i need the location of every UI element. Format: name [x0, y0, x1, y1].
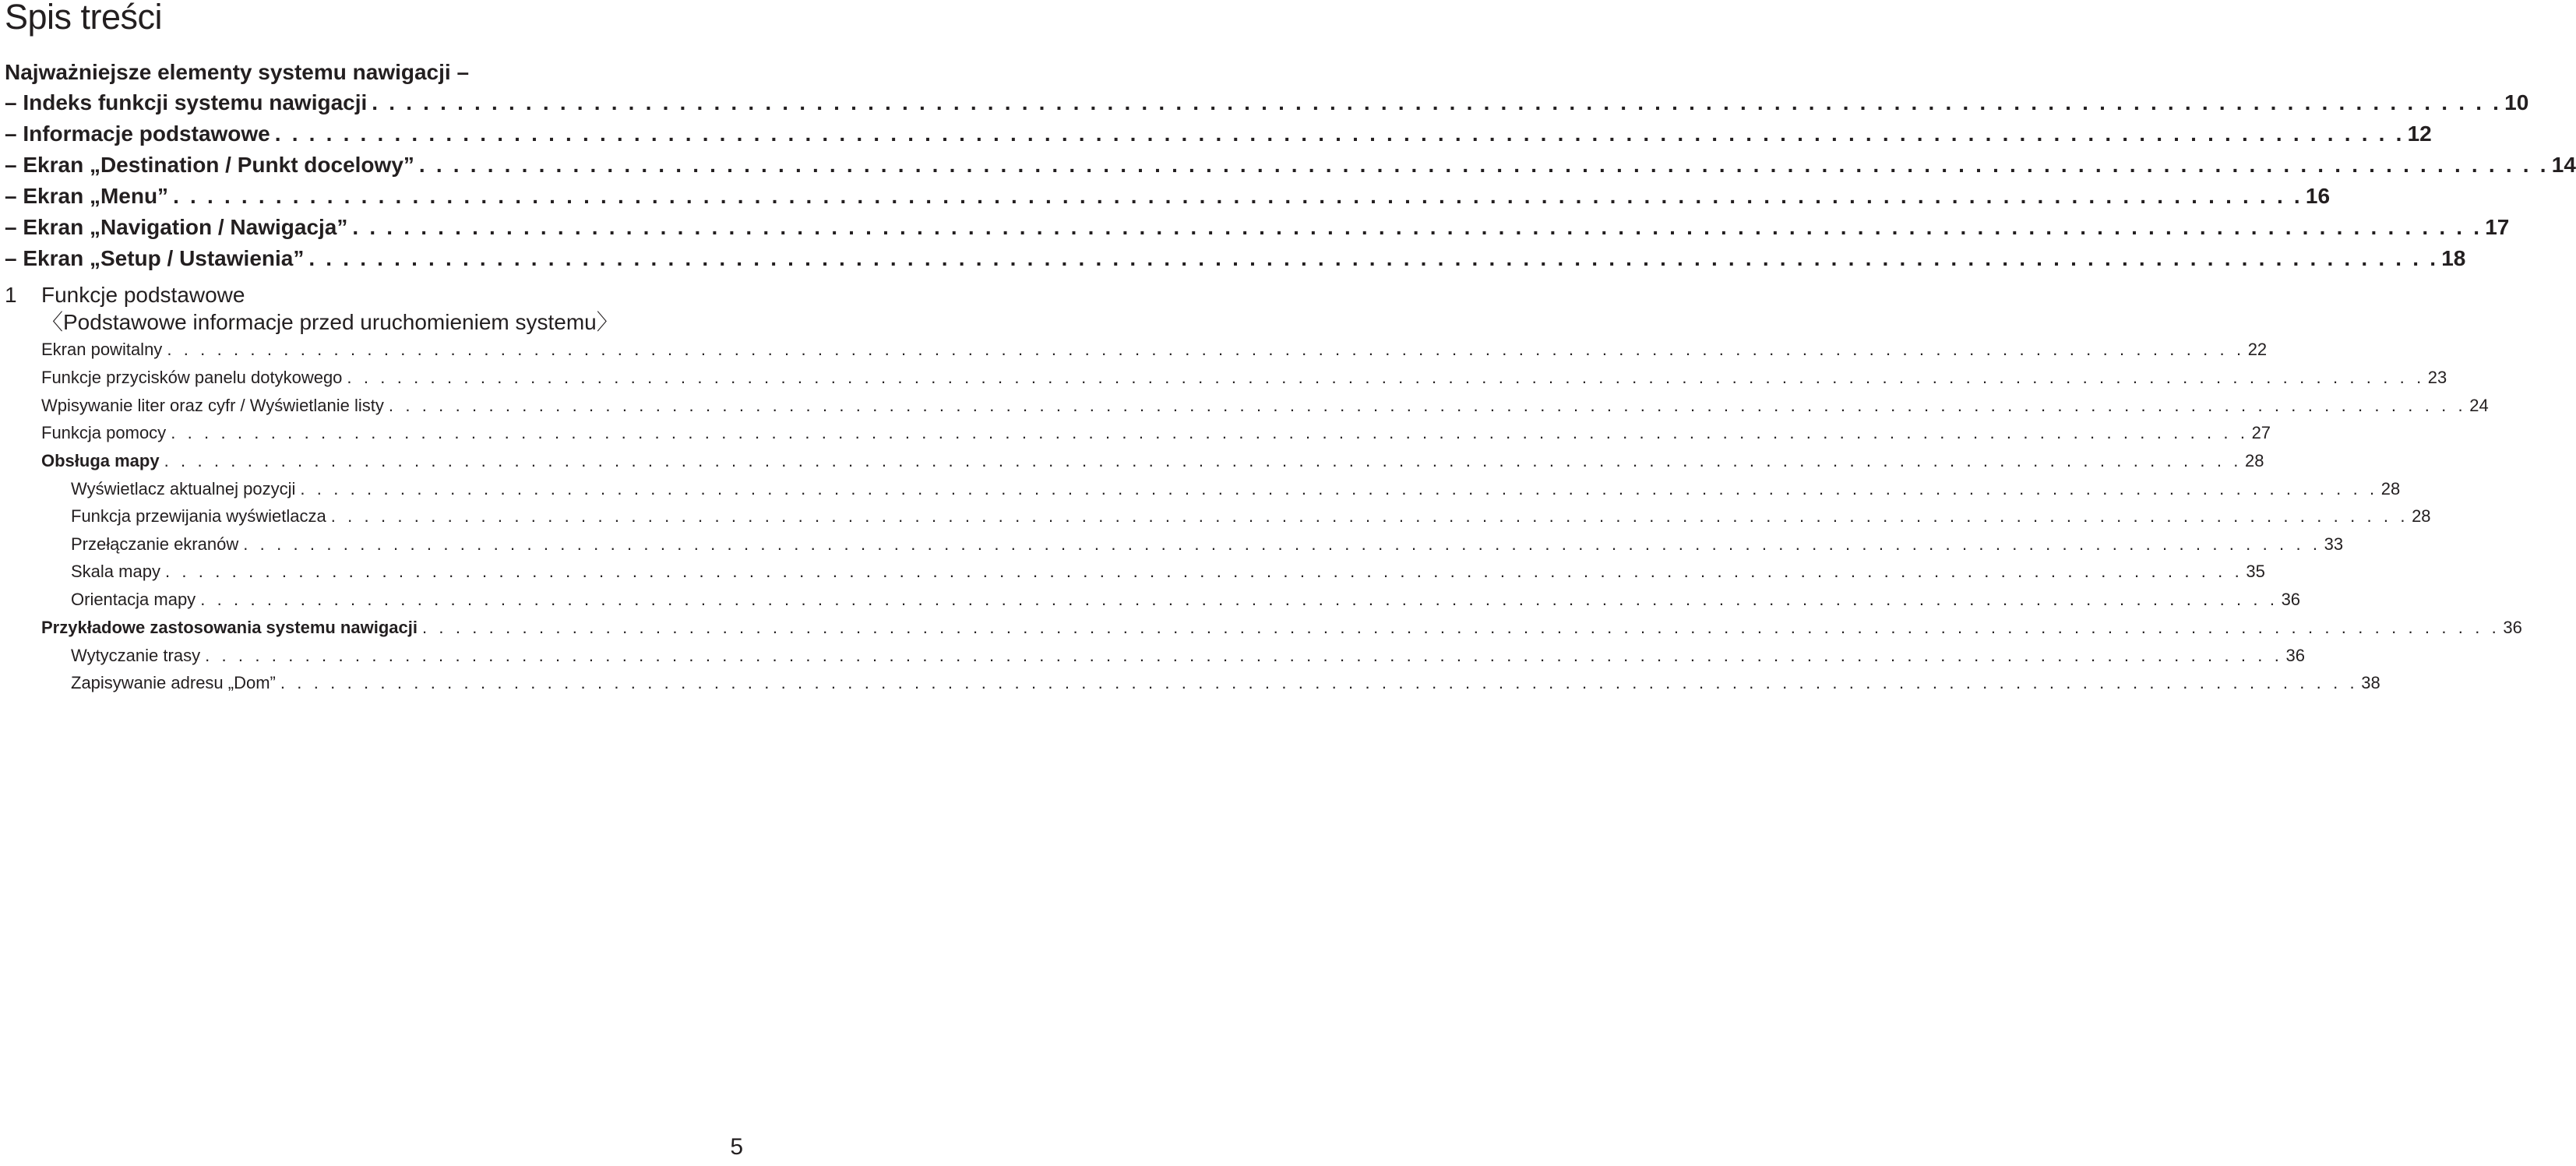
toc-entry-label: Skala mapy — [71, 562, 160, 581]
toc-entry-page: 36 — [2285, 646, 2305, 665]
toc-entry-page: 14 — [2551, 153, 2576, 177]
dot-leader: . . . . . . . . . . . . . . . . . . . . . . . . . . . . . . . . . . . . . . . . . . . . . . . . . . . . . . . . . . . . . . . . . . . . . . . . . . . . . . . . . . . . . . . . . . . . . . . . . . . . . . . . . . . . . . . . . . . . . . . . . . . . . — [173, 184, 2303, 208]
dot-leader: . . . . . . . . . . . . . . . . . . . . . . . . . . . . . . . . . . . . . . . . . . . . . . . . . . . . . . . . . . . . . . . . . . . . . . . . . . . . . . . . . . . . . . . . . . . . . . . . . . . . . . . . . . . . . . . . . . . . . . . . . . . . . — [372, 90, 2502, 114]
toc-entry-page: 22 — [2247, 340, 2268, 359]
toc-entry-page: 24 — [2469, 396, 2489, 415]
toc-entry-page: 17 — [2485, 215, 2510, 239]
toc-entry-page: 33 — [2324, 534, 2344, 554]
toc-entry-label: Ekran powitalny — [41, 340, 163, 359]
toc-entry-label: Funkcja pomocy — [41, 423, 167, 442]
toc-section[interactable] — [41, 449, 2264, 474]
toc-entry-page: 28 — [2380, 479, 2401, 498]
chapter-title-text: Funkcje podstawowe — [41, 283, 245, 307]
toc-entry-page: 23 — [2427, 368, 2447, 387]
toc-subentry[interactable] — [71, 588, 2301, 613]
toc-entry-label: – Ekran „Menu” — [5, 184, 169, 208]
dot-leader: . . . . . . . . . . . . . . . . . . . . . . . . . . . . . . . . . . . . . . . . . . . . . . . . . . . . . . . . . . . . . . . . . . . . . . . . . . . . . . . . . . . . . . . . . . . . . . . . . . . . . . . . . . . . . . . . . . . . . . . . . . . . . — [352, 215, 2483, 239]
toc-entry[interactable] — [41, 421, 2271, 446]
dot-leader: . . . . . . . . . . . . . . . . . . . . . . . . . . . . . . . . . . . . . . . . . . . . . . . . . . . . . . . . . . . . . . . . . . . . . . . . . . . . . . . . . . . . . . . . . . . . . . . . . . . . . . . . . . . . . . . . . . . . . . . . . . . . . — [418, 153, 2549, 177]
toc-entry-label: Orientacja mapy — [71, 590, 196, 609]
toc-subentry[interactable] — [71, 560, 2265, 585]
toc-entry-label: Wyświetlacz aktualnej pozycji — [71, 479, 296, 498]
toc-section-label: Przykładowe zastosowania systemu nawigacji — [41, 618, 418, 637]
toc-entry-page: 28 — [2412, 506, 2431, 526]
page-title: Spis treści — [5, 0, 163, 37]
toc-entry-label: – Indeks funkcji systemu nawigacji — [5, 90, 368, 114]
page-number: 5 — [730, 1134, 743, 1160]
toc-entry-label: – Ekran „Navigation / Nawigacja” — [5, 215, 348, 239]
dot-leader: . . . . . . . . . . . . . . . . . . . . . . . . . . . . . . . . . . . . . . . . . . . . . . . . . . . . . . . . . . . . . . . . . . . . . . . . . . . . . . . . . . . . . . . . . . . . . . . . . . . . . . . . . . . . . . . . . . . . . . . . . . . . . — [308, 246, 2439, 270]
toc-entry-label: Funkcja przewijania wyświetlacza — [71, 506, 326, 526]
toc-entry[interactable] — [5, 181, 2331, 213]
toc-entry-page: 12 — [2407, 122, 2432, 146]
dot-leader: . . . . . . . . . . . . . . . . . . . . . . . . . . . . . . . . . . . . . . . . . . . . . . . . . . . . . . . . . . . . . . . . . . . . . . . . . . . . . . . . . . . . . . . . . . . . . . . . . . . . . . . . . . . . . . . . . . . . . . . . . . . . . — [200, 590, 2278, 609]
toc-subentry[interactable] — [71, 477, 2401, 502]
toc-subentry[interactable] — [71, 505, 2431, 530]
dot-leader: . . . . . . . . . . . . . . . . . . . . . . . . . . . . . . . . . . . . . . . . . . . . . . . . . . . . . . . . . . . . . . . . . . . . . . . . . . . . . . . . . . . . . . . . . . . . . . . . . . . . . . . . . . . . . . . . . . . . . . . . . . . . . — [280, 673, 2359, 692]
dot-leader: . . . . . . . . . . . . . . . . . . . . . . . . . . . . . . . . . . . . . . . . . . . . . . . . . . . . . . . . . . . . . . . . . . . . . . . . . . . . . . . . . . . . . . . . . . . . . . . . . . . . . . . . . . . . . . . . . . . . . . . . . . . . . — [167, 340, 2245, 359]
highlights-heading: Najważniejsze elementy systemu nawigacji – — [5, 60, 470, 84]
dot-leader: . . . . . . . . . . . . . . . . . . . . . . . . . . . . . . . . . . . . . . . . . . . . . . . . . . . . . . . . . . . . . . . . . . . . . . . . . . . . . . . . . . . . . . . . . . . . . . . . . . . . . . . . . . . . . . . . . . . . . . . . . . . . . — [274, 122, 2405, 146]
toc-entry-page: 18 — [2441, 246, 2466, 270]
toc-entry[interactable] — [41, 338, 2268, 363]
toc-entry[interactable] — [5, 119, 2432, 150]
toc-entry-label: Zapisywanie adresu „Dom” — [71, 673, 276, 692]
toc-entry-label: Funkcje przycisków panelu dotykowego — [41, 368, 343, 387]
toc-entry-page: 10 — [2504, 90, 2529, 114]
toc-entry-label: Wytyczanie trasy — [71, 646, 201, 665]
chapter-subtitle: 〈Podstawowe informacje przed uruchomieniem systemu〉 — [41, 310, 618, 334]
toc-section[interactable] — [41, 616, 2522, 641]
toc-entry-label: – Informacje podstawowe — [5, 122, 270, 146]
toc-entry-label: Przełączanie ekranów — [71, 534, 239, 554]
toc-entry-label: Wpisywanie liter oraz cyfr / Wyświetlanie listy — [41, 396, 384, 415]
dot-leader: . . . . . . . . . . . . . . . . . . . . . . . . . . . . . . . . . . . . . . . . . . . . . . . . . . . . . . . . . . . . . . . . . . . . . . . . . . . . . . . . . . . . . . . . . . . . . . . . . . . . . . . . . . . . . . . . . . . . . . . . . . . . . — [330, 506, 2409, 526]
toc-entry[interactable] — [41, 394, 2489, 419]
toc-subentry[interactable] — [71, 671, 2380, 696]
dot-leader: . . . . . . . . . . . . . . . . . . . . . . . . . . . . . . . . . . . . . . . . . . . . . . . . . . . . . . . . . . . . . . . . . . . . . . . . . . . . . . . . . . . . . . . . . . . . . . . . . . . . . . . . . . . . . . . . . . . . . . . . . . . . . — [205, 646, 2283, 665]
toc-entry-page: 38 — [2361, 673, 2380, 692]
dot-leader: . . . . . . . . . . . . . . . . . . . . . . . . . . . . . . . . . . . . . . . . . . . . . . . . . . . . . . . . . . . . . . . . . . . . . . . . . . . . . . . . . . . . . . . . . . . . . . . . . . . . . . . . . . . . . . . . . . . . . . . . . . . . . — [243, 534, 2321, 554]
toc-entry[interactable] — [5, 244, 2466, 275]
toc-subentry[interactable] — [71, 644, 2305, 669]
dot-leader: . . . . . . . . . . . . . . . . . . . . . . . . . . . . . . . . . . . . . . . . . . . . . . . . . . . . . . . . . . . . . . . . . . . . . . . . . . . . . . . . . . . . . . . . . . . . . . . . . . . . . . . . . . . . . . . . . . . . . . . . . . . . . — [171, 423, 2249, 442]
toc-section-label: Obsługa mapy — [41, 451, 160, 470]
toc-entry-page: 35 — [2246, 562, 2265, 581]
dot-leader: . . . . . . . . . . . . . . . . . . . . . . . . . . . . . . . . . . . . . . . . . . . . . . . . . . . . . . . . . . . . . . . . . . . . . . . . . . . . . . . . . . . . . . . . . . . . . . . . . . . . . . . . . . . . . . . . . . . . . . . . . . . . . — [164, 562, 2243, 581]
toc-entry[interactable] — [5, 88, 2529, 119]
toc-entry[interactable] — [5, 150, 2576, 181]
toc-entry[interactable] — [5, 213, 2510, 244]
chapter-title — [5, 281, 245, 309]
toc-entry-label: – Ekran „Destination / Punkt docelowy” — [5, 153, 414, 177]
toc-entry-page: 16 — [2305, 184, 2331, 208]
toc-entry-page: 36 — [2503, 618, 2522, 637]
dot-leader: . . . . . . . . . . . . . . . . . . . . . . . . . . . . . . . . . . . . . . . . . . . . . . . . . . . . . . . . . . . . . . . . . . . . . . . . . . . . . . . . . . . . . . . . . . . . . . . . . . . . . . . . . . . . . . . . . . . . . . . . . . . . . — [347, 368, 2425, 387]
toc-subentry[interactable] — [71, 533, 2344, 558]
dot-leader: . . . . . . . . . . . . . . . . . . . . . . . . . . . . . . . . . . . . . . . . . . . . . . . . . . . . . . . . . . . . . . . . . . . . . . . . . . . . . . . . . . . . . . . . . . . . . . . . . . . . . . . . . . . . . . . . . . . . . . . . . . . . . — [421, 618, 2500, 637]
dot-leader: . . . . . . . . . . . . . . . . . . . . . . . . . . . . . . . . . . . . . . . . . . . . . . . . . . . . . . . . . . . . . . . . . . . . . . . . . . . . . . . . . . . . . . . . . . . . . . . . . . . . . . . . . . . . . . . . . . . . . . . . . . . . . — [164, 451, 2242, 470]
toc-entry-page: 27 — [2251, 423, 2271, 442]
dot-leader: . . . . . . . . . . . . . . . . . . . . . . . . . . . . . . . . . . . . . . . . . . . . . . . . . . . . . . . . . . . . . . . . . . . . . . . . . . . . . . . . . . . . . . . . . . . . . . . . . . . . . . . . . . . . . . . . . . . . . . . . . . . . . — [300, 479, 2378, 498]
toc-entry-label: – Ekran „Setup / Ustawienia” — [5, 246, 305, 270]
toc-entry-page: 36 — [2281, 590, 2301, 609]
dot-leader: . . . . . . . . . . . . . . . . . . . . . . . . . . . . . . . . . . . . . . . . . . . . . . . . . . . . . . . . . . . . . . . . . . . . . . . . . . . . . . . . . . . . . . . . . . . . . . . . . . . . . . . . . . . . . . . . . . . . . . . . . . . . . — [388, 396, 2467, 415]
toc-entry[interactable] — [41, 366, 2447, 391]
toc-entry-page: 28 — [2244, 451, 2264, 470]
chapter-number: 1 — [5, 283, 17, 307]
